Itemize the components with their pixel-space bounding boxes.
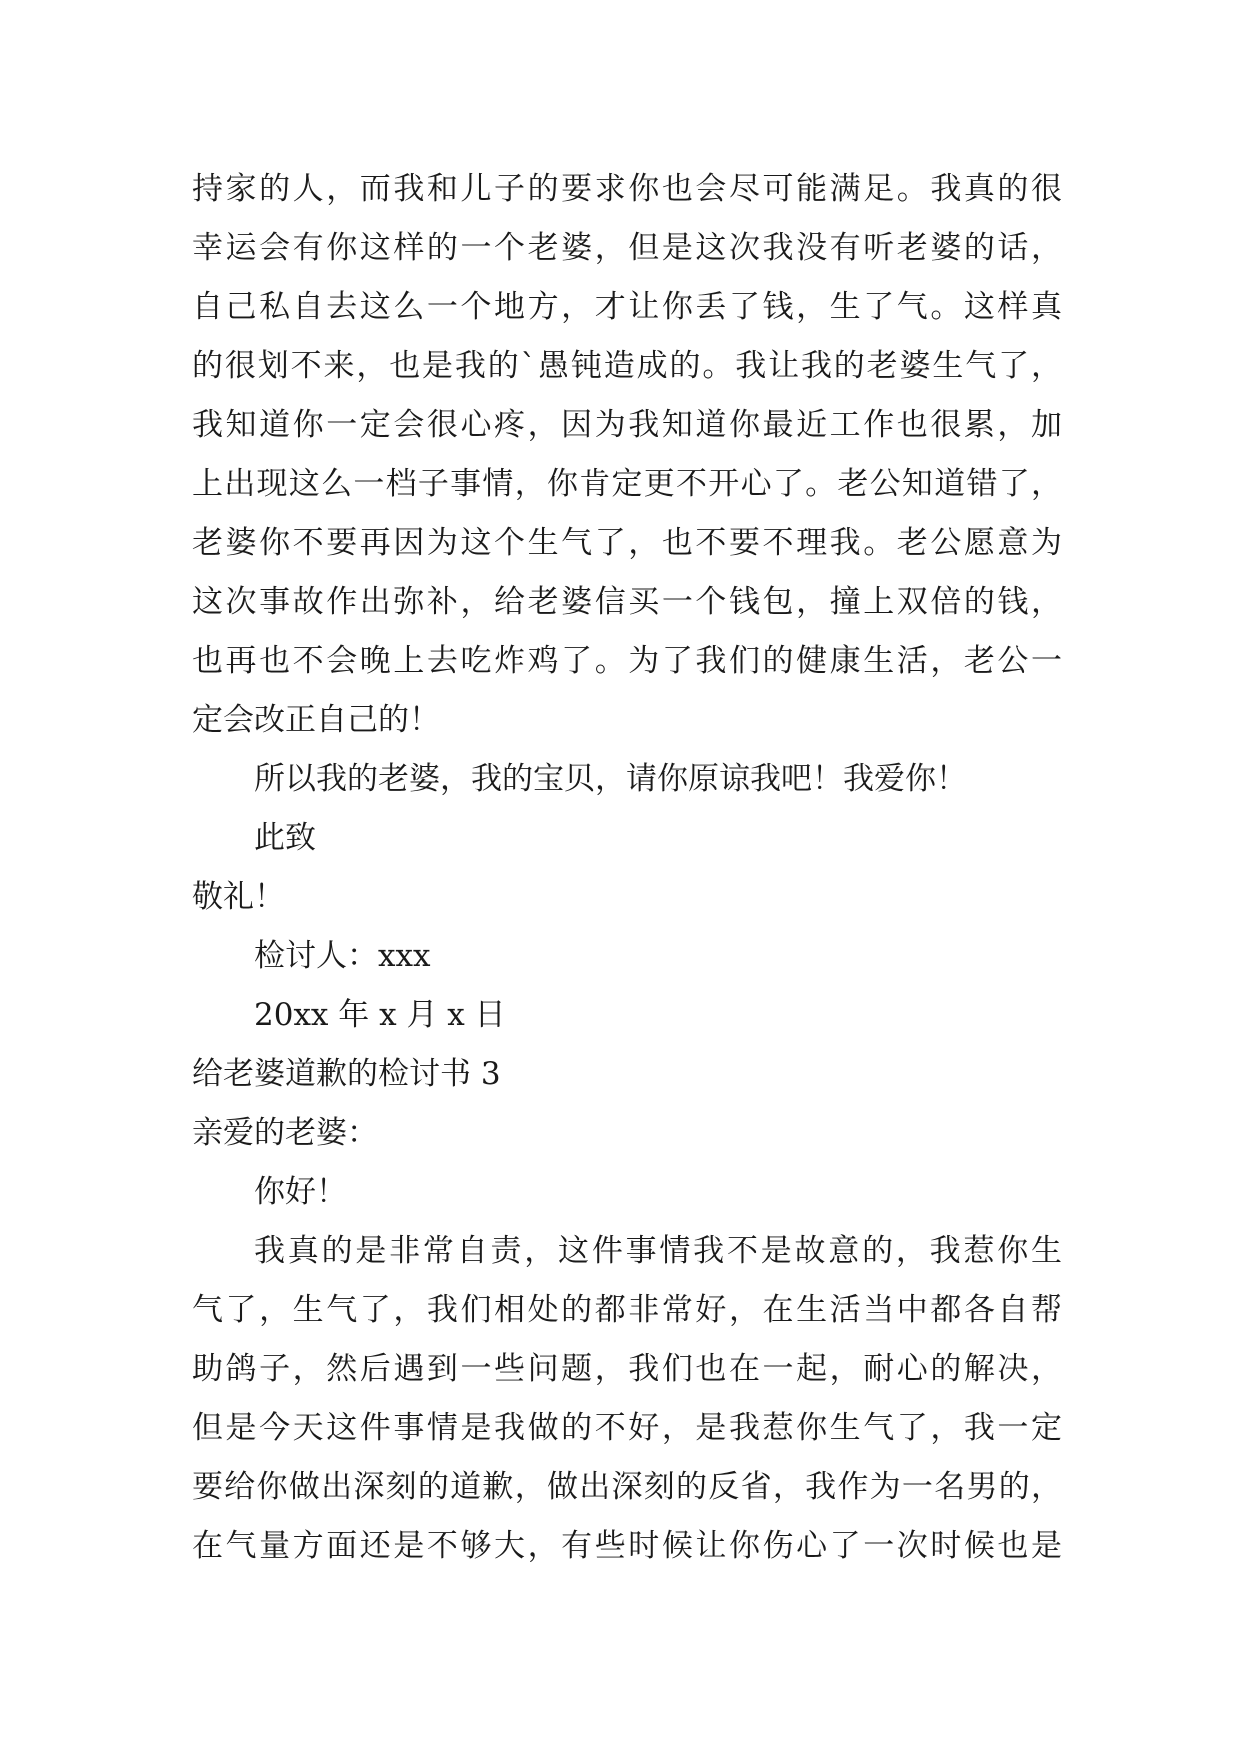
text-line: 老婆你不要再因为这个生气了，也不要不理我。老公愿意为 [192, 525, 1062, 561]
text-line: 助鸽子，然后遇到一些问题，我们也在一起，耐心的解决， [192, 1351, 1062, 1387]
text-line: 幸运会有你这样的一个老婆，但是这次我没有听老婆的话， [192, 230, 1062, 266]
letter-body [192, 160, 1062, 1576]
text-line: 我知道你一定会很心疼，因为我知道你最近工作也很累，加 [192, 407, 1062, 443]
section-title: 给老婆道歉的检讨书 3 [192, 1056, 501, 1092]
greeting-hello: 你好！ [254, 1174, 347, 1210]
signature-author: 检讨人：xxx [254, 938, 431, 974]
text-line: 的很划不来，也是我的`愚钝造成的。我让我的老婆生气了， [192, 348, 1062, 384]
text-line: 我真的是非常自责，这件事情我不是故意的，我惹你生 [254, 1233, 1062, 1269]
text-line: 在气量方面还是不够大，有些时候让你伤心了一次时候也是 [192, 1528, 1062, 1564]
closing-paragraph: 所以我的老婆，我的宝贝，请你原谅我吧！我爱你！ [254, 761, 967, 797]
text-line: 定会改正自己的！ [192, 702, 440, 738]
salutation-cizhi: 此致 [254, 820, 316, 856]
text-line: 这次事故作出弥补，给老婆信买一个钱包，撞上双倍的钱， [192, 584, 1062, 620]
text-line: 自己私自去这么一个地方，才让你丢了钱，生了气。这样真 [192, 289, 1062, 325]
text-line: 气了，生气了，我们相处的都非常好，在生活当中都各自帮 [192, 1292, 1062, 1328]
greeting-addressee: 亲爱的老婆： [192, 1115, 378, 1151]
salutation-jingli: 敬礼！ [192, 879, 285, 915]
signature-date: 20xx 年 x 月 x 日 [254, 997, 506, 1033]
text-line: 要给你做出深刻的道歉，做出深刻的反省，我作为一名男的， [192, 1469, 1062, 1505]
text-line: 上出现这么一档子事情，你肯定更不开心了。老公知道错了， [192, 466, 1062, 502]
text-line: 持家的人，而我和儿子的要求你也会尽可能满足。我真的很 [192, 171, 1062, 207]
text-line: 但是今天这件事情是我做的不好，是我惹你生气了，我一定 [192, 1410, 1062, 1446]
text-line: 也再也不会晚上去吃炸鸡了。为了我们的健康生活，老公一 [192, 643, 1062, 679]
